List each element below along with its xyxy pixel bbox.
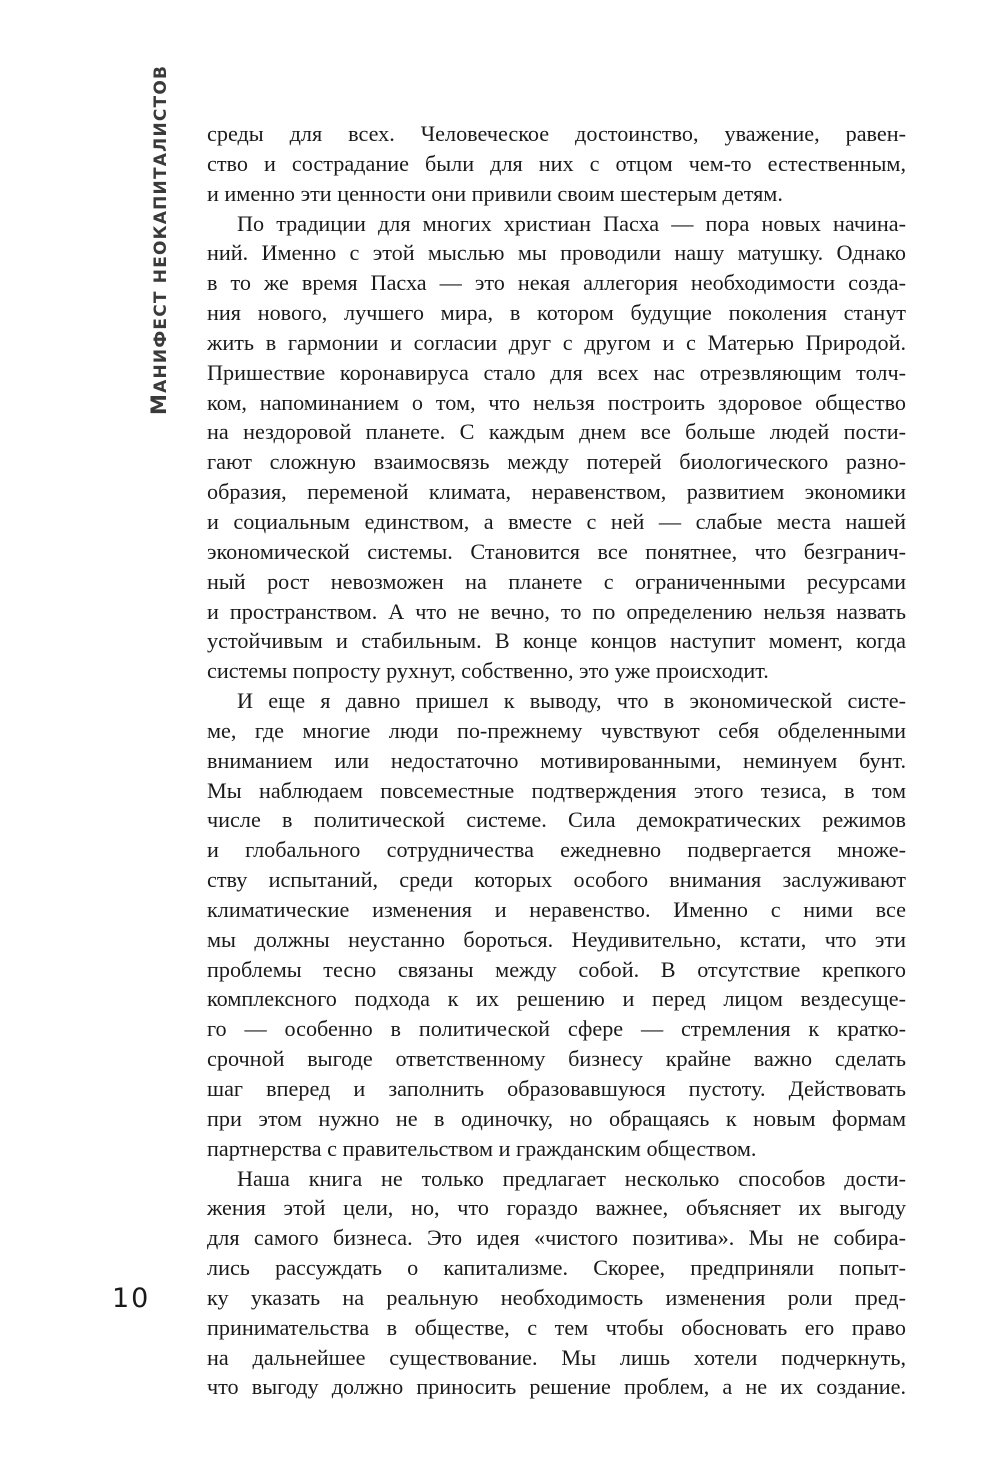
text-line: образия, переменой климата, неравенством, развитием экономики <box>207 479 906 505</box>
text-line: ния нового, лучшего мира, в котором будущие поколения станут <box>207 300 906 326</box>
text-line: ний. Именно с этой мыслью мы проводили нашу матушку. Однако <box>207 240 906 266</box>
text-line: и глобального сотрудничества ежедневно подвергается множе- <box>207 837 906 863</box>
text-line: комплексного подхода к их решению и перед лицом вездесуще- <box>207 986 906 1012</box>
text-line: числе в политической системе. Сила демократических режимов <box>207 807 906 833</box>
text-line: ный рост невозможен на планете с ограниченными ресурсами <box>207 568 906 594</box>
text-line: устойчивым и стабильным. В конце концов наступит момент, когда <box>207 628 906 654</box>
text-line: ству испытаний, среди которых особого внимания заслуживают <box>207 867 906 893</box>
text-line: Пришествие коронавируса стало для всех нас отрезвляющим толч- <box>207 359 906 385</box>
text-line: среды для всех. Человеческое достоинство, уважение, равен- <box>207 121 906 146</box>
text-line: По традиции для многих христиан Пасха — пора новых начина- <box>237 210 906 236</box>
text-line: и пространством. А что не вечно, то по определению нельзя назвать <box>207 598 906 624</box>
text-line: ме, где многие люди по-прежнему чувствуют себя обделенными <box>207 717 906 743</box>
text-line: вниманием или недостаточно мотивированными, неминуем бунт. <box>207 747 906 773</box>
text-line: в то же время Пасха — это некая аллегория необходимости созда- <box>207 270 906 296</box>
text-line: ку указать на реальную необходимость изменения роли пред- <box>207 1284 906 1310</box>
text-line: на дальнейшее существование. Мы лишь хотели подчеркнуть, <box>207 1344 906 1370</box>
paragraph <box>207 209 906 687</box>
text-line: ство и сострадание были для них с отцом чем-то естественным, <box>207 150 906 176</box>
text-line: жить в гармонии и согласии друг с другом и с Матерью Природой. <box>207 329 906 355</box>
text-line: климатические изменения и неравенство. Именно с ними все <box>207 896 906 922</box>
page-number: 10 <box>112 1283 151 1314</box>
body-text <box>207 119 906 1402</box>
text-line: срочной выгоде ответственному бизнесу крайне важно сделать <box>207 1046 906 1072</box>
text-line: что выгоду должно приносить решение проблем, а не их создание. <box>207 1374 906 1400</box>
text-line: шаг вперед и заполнить образовавшуюся пустоту. Действовать <box>207 1076 906 1101</box>
text-line: и именно эти ценности они привили своим шестерым детям. <box>207 180 783 206</box>
text-line: проблемы тесно связаны между собой. В отсутствие крепкого <box>207 956 906 982</box>
text-line: Наша книга не только предлагает несколько способов дости- <box>237 1165 906 1191</box>
text-line: системы попросту рухнут, собственно, это уже происходит. <box>207 658 769 684</box>
text-line: гают сложную взаимосвязь между потерей биологического разно- <box>207 449 906 475</box>
text-line: принимательства в обществе, с тем чтобы обосновать его право <box>207 1314 906 1340</box>
text-line: партнерства с правительством и гражданским обществом. <box>207 1135 757 1161</box>
text-line: и социальным единством, а вместе с ней — слабые места нашей <box>207 508 906 534</box>
paragraph <box>207 119 906 209</box>
paragraph <box>207 686 906 1164</box>
text-line: на нездоровой планете. С каждым днем все больше людей пости- <box>207 419 906 445</box>
paragraph <box>207 1164 906 1403</box>
text-line: мы должны неустанно бороться. Неудивительно, кстати, что эти <box>207 926 906 952</box>
text-line: И еще я давно пришел к выводу, что в экономической систе- <box>237 688 906 714</box>
text-line: Мы наблюдаем повсеместные подтверждения этого тезиса, в том <box>207 777 906 803</box>
text-line: ком, напоминанием о том, что нельзя построить здоровое общество <box>207 389 906 415</box>
text-line: лись рассуждать о капитализме. Скорее, предприняли попыт- <box>207 1255 906 1281</box>
text-line: го — особенно в политической сфере — стремления к кратко- <box>207 1016 906 1042</box>
text-line: для самого бизнеса. Это идея «чистого позитива». Мы не собира- <box>207 1225 906 1251</box>
text-line: жения этой цели, но, что гораздо важнее, объясняет их выгоду <box>207 1195 906 1221</box>
running-header: МАНИФЕСТ НЕОКАПИТАЛИСТОВ <box>147 64 171 415</box>
text-line: при этом нужно не в одиночку, но обращаясь к новым формам <box>207 1105 906 1131</box>
text-line: экономической системы. Становится все понятнее, что безгранич- <box>207 538 906 564</box>
